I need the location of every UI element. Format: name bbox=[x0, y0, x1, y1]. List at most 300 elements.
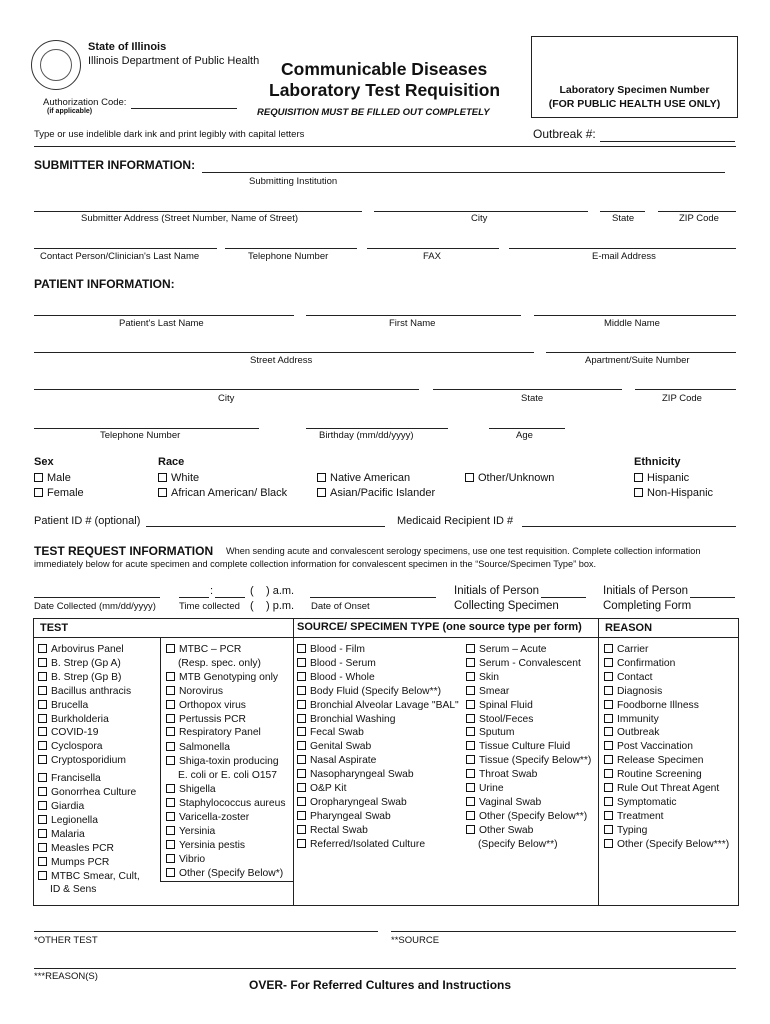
patient-first-name-field[interactable] bbox=[306, 315, 521, 316]
checkbox[interactable] bbox=[38, 829, 47, 838]
date-onset-field[interactable] bbox=[310, 597, 436, 598]
checkbox[interactable] bbox=[297, 727, 306, 736]
source1-item-label: Nasal Aspirate bbox=[310, 755, 377, 767]
other-source-field[interactable] bbox=[391, 931, 736, 932]
checkbox[interactable] bbox=[166, 784, 175, 793]
checkbox[interactable] bbox=[34, 488, 43, 497]
checkbox[interactable] bbox=[466, 797, 475, 806]
checkbox[interactable] bbox=[38, 787, 47, 796]
tests1-item[interactable] bbox=[38, 786, 140, 800]
reasons-item[interactable] bbox=[604, 685, 729, 699]
checkbox[interactable] bbox=[38, 658, 47, 667]
ethnicity-hispanic-option[interactable] bbox=[634, 472, 689, 484]
form-title-line2: Laboratory Test Requisition bbox=[269, 80, 501, 100]
department-name: Illinois Department of Public Health bbox=[88, 55, 260, 67]
checkbox[interactable] bbox=[465, 473, 474, 482]
tests2-item[interactable] bbox=[166, 811, 285, 825]
other-test-label: *OTHER TEST bbox=[34, 935, 98, 946]
checkbox[interactable] bbox=[297, 741, 306, 750]
state-name: State of Illinois bbox=[88, 41, 167, 53]
checkbox[interactable] bbox=[604, 686, 613, 695]
source-column-header: SOURCE/ SPECIMEN TYPE (one source type per form) bbox=[297, 621, 582, 633]
tests1-item[interactable] bbox=[38, 643, 140, 657]
patient-state-field[interactable] bbox=[433, 389, 622, 390]
checkbox[interactable] bbox=[604, 783, 613, 792]
checkbox[interactable] bbox=[166, 854, 175, 863]
checkbox[interactable] bbox=[604, 839, 613, 848]
ethnicity-hispanic-label: Hispanic bbox=[647, 472, 690, 484]
outbreak-field[interactable] bbox=[600, 141, 735, 142]
medicaid-id-field[interactable] bbox=[522, 526, 736, 527]
tests2-item[interactable] bbox=[166, 755, 285, 769]
table-divider-2 bbox=[598, 618, 599, 905]
checkbox[interactable] bbox=[166, 742, 175, 751]
submitter-phone-field[interactable] bbox=[225, 248, 357, 249]
reasons-item[interactable] bbox=[604, 657, 729, 671]
time-minute-field[interactable] bbox=[215, 597, 245, 598]
checkbox[interactable] bbox=[297, 644, 306, 653]
patient-state-label: State bbox=[521, 393, 544, 404]
source1-item-label: Bronchial Alveolar Lavage "BAL" bbox=[310, 699, 459, 711]
checkbox[interactable] bbox=[38, 686, 47, 695]
checkbox[interactable] bbox=[38, 644, 47, 653]
table-header-divider bbox=[33, 637, 738, 638]
tests1-item[interactable] bbox=[38, 870, 140, 884]
checkbox[interactable] bbox=[604, 700, 613, 709]
race-other-option[interactable] bbox=[465, 472, 554, 484]
checkbox[interactable] bbox=[466, 769, 475, 778]
reasons-item-label: Foodborne Illness bbox=[617, 699, 699, 711]
submitter-email-label: E-mail Address bbox=[592, 251, 656, 262]
checkbox[interactable] bbox=[466, 658, 475, 667]
submitter-city-label: City bbox=[471, 213, 488, 224]
checkbox[interactable] bbox=[38, 672, 47, 681]
reasons-item[interactable] bbox=[604, 643, 729, 657]
checkbox[interactable] bbox=[604, 741, 613, 750]
checkbox[interactable] bbox=[604, 644, 613, 653]
tests2-item[interactable] bbox=[166, 839, 285, 853]
lab-specimen-label: Laboratory Specimen Number bbox=[559, 84, 710, 96]
checkbox[interactable] bbox=[604, 727, 613, 736]
checkbox[interactable] bbox=[466, 672, 475, 681]
race-white-option[interactable] bbox=[158, 472, 199, 484]
reasons-item[interactable] bbox=[604, 796, 729, 810]
tests2-item-label: Norovirus bbox=[179, 685, 224, 697]
medicaid-id-label: Medicaid Recipient ID # bbox=[397, 515, 514, 527]
checkbox[interactable] bbox=[297, 769, 306, 778]
patient-city-field[interactable] bbox=[34, 389, 419, 390]
checkbox[interactable] bbox=[297, 783, 306, 792]
tests2-item[interactable] bbox=[166, 797, 285, 811]
patient-phone-field[interactable] bbox=[34, 428, 259, 429]
checkbox[interactable] bbox=[166, 756, 175, 765]
checkbox[interactable] bbox=[297, 714, 306, 723]
checkbox[interactable] bbox=[297, 797, 306, 806]
sex-male-label: Male bbox=[47, 472, 71, 484]
contact-person-label: Contact Person/Clinician's Last Name bbox=[40, 251, 200, 262]
checkbox[interactable] bbox=[166, 798, 175, 807]
checkbox[interactable] bbox=[34, 473, 43, 482]
checkbox[interactable] bbox=[297, 700, 306, 709]
checkbox[interactable] bbox=[38, 857, 47, 866]
tests2-item[interactable] bbox=[166, 853, 285, 867]
lab-specimen-number-box[interactable] bbox=[531, 36, 738, 118]
race-african-american-option[interactable] bbox=[158, 487, 287, 499]
patient-middle-name-field[interactable] bbox=[534, 315, 736, 316]
source1-item-label: Nasopharyngeal Swab bbox=[310, 769, 414, 781]
reasons-item-label: Carrier bbox=[617, 644, 649, 655]
reasons-item-label: Routine Screening bbox=[617, 769, 702, 781]
submitter-fax-label: FAX bbox=[423, 251, 441, 262]
reasons-item[interactable] bbox=[604, 838, 729, 852]
source1-item[interactable] bbox=[297, 713, 459, 727]
checkbox[interactable] bbox=[466, 714, 475, 723]
contact-person-field[interactable] bbox=[34, 248, 217, 249]
reasons-item-label: Post Vaccination bbox=[617, 741, 693, 753]
source1-item[interactable] bbox=[297, 810, 459, 824]
tests1-item-label: Legionella bbox=[51, 814, 98, 826]
tests2-item-label: Shiga-toxin producing bbox=[179, 756, 279, 768]
checkbox[interactable] bbox=[604, 755, 613, 764]
checkbox[interactable] bbox=[166, 812, 175, 821]
reasons-item[interactable] bbox=[604, 699, 729, 713]
source2-item-label: Tissue (Specify Below**) bbox=[479, 755, 592, 767]
source2-item[interactable] bbox=[466, 643, 591, 657]
tests2-item-label: Vibrio bbox=[179, 853, 206, 865]
source-column-1 bbox=[297, 643, 459, 852]
tests1-item[interactable] bbox=[38, 814, 140, 828]
tests1-item[interactable] bbox=[38, 842, 140, 856]
source1-item-label: Fecal Swab bbox=[310, 727, 364, 739]
patient-age-field[interactable] bbox=[489, 428, 565, 429]
tests1-item[interactable] bbox=[38, 772, 140, 786]
source1-item[interactable] bbox=[297, 699, 459, 713]
patient-street-field[interactable] bbox=[34, 352, 534, 353]
checkbox[interactable] bbox=[466, 783, 475, 792]
sex-female-option[interactable] bbox=[34, 487, 84, 499]
checkbox[interactable] bbox=[166, 727, 175, 736]
source2-item[interactable] bbox=[466, 699, 591, 713]
source1-item[interactable] bbox=[297, 782, 459, 796]
source1-item[interactable] bbox=[297, 740, 459, 754]
checkbox[interactable] bbox=[634, 473, 643, 482]
tests1-item[interactable] bbox=[38, 828, 140, 842]
patient-birthday-label: Birthday (mm/dd/yyyy) bbox=[319, 430, 414, 441]
checkbox[interactable] bbox=[38, 773, 47, 782]
patient-id-label: Patient ID # (optional) bbox=[34, 515, 141, 527]
checkbox[interactable] bbox=[297, 686, 306, 695]
tests1-item-label: Brucella bbox=[51, 699, 89, 711]
tests2-item-label: Other (Specify Below*) bbox=[179, 867, 284, 879]
tests1-item[interactable] bbox=[38, 740, 140, 754]
race-native-american-option[interactable] bbox=[317, 472, 410, 484]
tests1-item-label: Measles PCR bbox=[51, 842, 114, 854]
race-african-american-label: African American/ Black bbox=[171, 487, 288, 499]
tests1-item[interactable] bbox=[38, 856, 140, 870]
checkbox[interactable] bbox=[166, 714, 175, 723]
source1-item-label: Oropharyngeal Swab bbox=[310, 796, 407, 808]
requisition-notice: REQUISITION MUST BE FILLED OUT COMPLETELY bbox=[257, 107, 490, 118]
checkbox[interactable] bbox=[297, 755, 306, 764]
submitter-address-field[interactable] bbox=[34, 211, 362, 212]
reasons-item-label: Confirmation bbox=[617, 657, 676, 669]
ethnicity-nonhispanic-label: Non-Hispanic bbox=[647, 487, 714, 499]
patient-apt-field[interactable] bbox=[546, 352, 736, 353]
pm-paren: ( bbox=[250, 600, 254, 612]
patient-id-field[interactable] bbox=[146, 526, 385, 527]
tests2-item-label: Varicella-zoster bbox=[179, 811, 250, 823]
tests2-item[interactable] bbox=[166, 783, 285, 797]
checkbox[interactable] bbox=[166, 686, 175, 695]
tests1-item[interactable] bbox=[38, 754, 140, 768]
source2-item[interactable] bbox=[466, 768, 591, 782]
source1-item[interactable] bbox=[297, 768, 459, 782]
tests2-item[interactable] bbox=[166, 867, 285, 881]
checkbox[interactable] bbox=[38, 741, 47, 750]
source2-item[interactable] bbox=[466, 754, 591, 768]
reasons-item[interactable] bbox=[604, 824, 729, 838]
submitter-heading: SUBMITTER INFORMATION: bbox=[34, 158, 196, 172]
initials-collecting-field[interactable] bbox=[541, 597, 586, 598]
sex-heading: Sex bbox=[34, 456, 54, 468]
patient-heading: PATIENT INFORMATION: bbox=[34, 277, 175, 291]
test-request-heading: TEST REQUEST INFORMATION bbox=[34, 544, 214, 558]
patient-zip-field[interactable] bbox=[635, 389, 736, 390]
checkbox[interactable] bbox=[38, 801, 47, 810]
submitting-institution-field[interactable] bbox=[202, 172, 725, 173]
checkbox[interactable] bbox=[466, 727, 475, 736]
header-divider bbox=[34, 146, 736, 147]
tests1-item[interactable] bbox=[38, 671, 140, 685]
tests2-item[interactable] bbox=[166, 685, 285, 699]
source2-item-label: Stool/Feces bbox=[479, 713, 534, 725]
date-collected-field[interactable] bbox=[34, 597, 160, 598]
checkbox[interactable] bbox=[466, 644, 475, 653]
source1-item-label: Bronchial Washing bbox=[310, 713, 396, 725]
source1-item[interactable] bbox=[297, 685, 459, 699]
checkbox[interactable] bbox=[158, 488, 167, 497]
submitter-email-field[interactable] bbox=[509, 248, 736, 249]
tests1-item-label: ID & Sens bbox=[50, 884, 97, 896]
checkbox[interactable] bbox=[604, 825, 613, 834]
ethnicity-heading: Ethnicity bbox=[634, 456, 681, 468]
tests2-item[interactable] bbox=[166, 671, 285, 685]
checkbox[interactable] bbox=[297, 811, 306, 820]
reasons-item[interactable] bbox=[604, 810, 729, 824]
checkbox[interactable] bbox=[604, 811, 613, 820]
patient-first-name-label: First Name bbox=[389, 318, 436, 329]
submitter-fax-field[interactable] bbox=[367, 248, 499, 249]
tests1-item[interactable] bbox=[38, 713, 140, 727]
source1-item[interactable] bbox=[297, 726, 459, 740]
tests2-item-label: Shigella bbox=[179, 784, 216, 796]
source1-item[interactable] bbox=[297, 671, 459, 685]
tests2-item[interactable] bbox=[166, 741, 285, 755]
tests2-item[interactable] bbox=[166, 643, 285, 657]
tests1-item bbox=[38, 883, 140, 897]
checkbox[interactable] bbox=[317, 488, 326, 497]
patient-apt-label: Apartment/Suite Number bbox=[585, 355, 690, 366]
race-asian-option[interactable] bbox=[317, 487, 435, 499]
submitter-zip-label: ZIP Code bbox=[679, 213, 719, 224]
reasons-item-label: Typing bbox=[617, 824, 648, 836]
submitter-state-field[interactable] bbox=[600, 211, 645, 212]
checkbox[interactable] bbox=[634, 488, 643, 497]
initials-collecting-label2: Collecting Specimen bbox=[454, 600, 559, 612]
tests1-item[interactable] bbox=[38, 699, 140, 713]
other-test-field[interactable] bbox=[34, 931, 378, 932]
sex-male-option[interactable] bbox=[34, 472, 71, 484]
pm-option[interactable]: ) p.m. bbox=[266, 600, 295, 612]
submitter-address-label: Submitter Address (Street Number, Name of Street) bbox=[81, 213, 299, 224]
source1-item[interactable] bbox=[297, 754, 459, 768]
ethnicity-nonhispanic-option[interactable] bbox=[634, 487, 713, 499]
tests1-item-label: Gonorrhea Culture bbox=[51, 787, 137, 799]
tests1-item-label: COVID-19 bbox=[51, 727, 99, 739]
checkbox[interactable] bbox=[166, 644, 175, 653]
patient-city-label: City bbox=[218, 393, 235, 404]
checkbox[interactable] bbox=[466, 741, 475, 750]
source1-item[interactable] bbox=[297, 643, 459, 657]
source2-item[interactable] bbox=[466, 782, 591, 796]
checkbox[interactable] bbox=[166, 826, 175, 835]
source1-item[interactable] bbox=[297, 657, 459, 671]
checkbox[interactable] bbox=[466, 755, 475, 764]
source2-item-label: Vaginal Swab bbox=[479, 796, 542, 808]
checkbox[interactable] bbox=[317, 473, 326, 482]
reasons-item[interactable] bbox=[604, 740, 729, 754]
tests1-item-label: MTBC Smear, Cult, bbox=[51, 870, 140, 882]
checkbox[interactable] bbox=[604, 797, 613, 806]
source1-item-label: Blood - Serum bbox=[310, 657, 376, 669]
authorization-code-field[interactable] bbox=[131, 108, 237, 109]
source2-item[interactable] bbox=[466, 657, 591, 671]
source1-item[interactable] bbox=[297, 824, 459, 838]
submitting-institution-label: Submitting Institution bbox=[249, 176, 338, 187]
am-option[interactable]: ) a.m. bbox=[266, 585, 295, 597]
patient-street-label: Street Address bbox=[250, 355, 313, 366]
tests2-item-label: Salmonella bbox=[179, 742, 230, 754]
checkbox[interactable] bbox=[166, 672, 175, 681]
tests2-item[interactable] bbox=[166, 825, 285, 839]
checkbox[interactable] bbox=[466, 700, 475, 709]
public-health-use-label: (FOR PUBLIC HEALTH USE ONLY) bbox=[548, 98, 721, 110]
checkbox[interactable] bbox=[297, 672, 306, 681]
reasons-item[interactable] bbox=[604, 754, 729, 768]
tests1-item[interactable] bbox=[38, 726, 140, 740]
checkbox[interactable] bbox=[466, 686, 475, 695]
am-paren: ( bbox=[250, 585, 254, 597]
tests2-item[interactable] bbox=[166, 726, 285, 740]
tests2-item-label: Pertussis PCR bbox=[179, 713, 246, 725]
checkbox[interactable] bbox=[38, 843, 47, 852]
tests2-item[interactable] bbox=[166, 699, 285, 713]
patient-birthday-field[interactable] bbox=[306, 428, 448, 429]
reasons-item-label: Immunity bbox=[617, 713, 659, 725]
checkbox[interactable] bbox=[166, 700, 175, 709]
source2-item-label: Urine bbox=[479, 783, 504, 795]
reasons-field[interactable] bbox=[34, 968, 736, 969]
test-request-note-line2: immediately below for acute specimen and complete collection information for convalescent specimen in the “Source/Specimen Type” box. bbox=[34, 559, 597, 569]
reasons-item[interactable] bbox=[604, 726, 729, 740]
submitter-city-field[interactable] bbox=[374, 211, 588, 212]
checkbox[interactable] bbox=[38, 714, 47, 723]
submitter-zip-field[interactable] bbox=[658, 211, 736, 212]
time-hour-field[interactable] bbox=[179, 597, 209, 598]
other-source-label: **SOURCE bbox=[391, 935, 440, 946]
outbreak-label: Outbreak #: bbox=[533, 127, 596, 141]
checkbox[interactable] bbox=[166, 868, 175, 877]
reasons-item[interactable] bbox=[604, 782, 729, 796]
checkbox[interactable] bbox=[38, 755, 47, 764]
patient-zip-label: ZIP Code bbox=[662, 393, 702, 404]
tests1-item-label: Francisella bbox=[51, 773, 101, 785]
checkbox[interactable] bbox=[466, 811, 475, 820]
source2-item[interactable] bbox=[466, 740, 591, 754]
patient-phone-label: Telephone Number bbox=[100, 430, 181, 441]
checkbox[interactable] bbox=[38, 871, 47, 880]
checkbox[interactable] bbox=[38, 815, 47, 824]
initials-completing-field[interactable] bbox=[690, 597, 735, 598]
source2-item[interactable] bbox=[466, 685, 591, 699]
source2-item bbox=[466, 838, 591, 852]
tests1-item-label: Malaria bbox=[51, 828, 85, 840]
reasons-item[interactable] bbox=[604, 768, 729, 782]
checkbox[interactable] bbox=[604, 658, 613, 667]
source2-item[interactable] bbox=[466, 824, 591, 838]
source2-item-label: Sputum bbox=[479, 727, 515, 739]
reasons-item[interactable] bbox=[604, 713, 729, 727]
source2-item[interactable] bbox=[466, 810, 591, 824]
checkbox[interactable] bbox=[604, 672, 613, 681]
source2-item-label: Serum - Convalescent bbox=[479, 657, 581, 669]
source2-item[interactable] bbox=[466, 671, 591, 685]
source1-item-label: Rectal Swab bbox=[310, 824, 368, 836]
checkbox[interactable] bbox=[38, 727, 47, 736]
checkbox[interactable] bbox=[297, 839, 306, 848]
checkbox[interactable] bbox=[466, 825, 475, 834]
tests2-item-label: Respiratory Panel bbox=[179, 727, 261, 739]
tests2-item-label: MTB Genotyping only bbox=[179, 671, 279, 683]
patient-middle-name-label: Middle Name bbox=[604, 318, 660, 329]
tests1-item[interactable] bbox=[38, 657, 140, 671]
checkbox[interactable] bbox=[297, 658, 306, 667]
tests-column-1 bbox=[38, 643, 140, 897]
reasons-item[interactable] bbox=[604, 671, 729, 685]
source2-item[interactable] bbox=[466, 796, 591, 810]
checkbox[interactable] bbox=[604, 769, 613, 778]
patient-last-name-field[interactable] bbox=[34, 315, 294, 316]
source2-item[interactable] bbox=[466, 726, 591, 740]
checkbox[interactable] bbox=[158, 473, 167, 482]
source1-item[interactable] bbox=[297, 796, 459, 810]
checkbox[interactable] bbox=[604, 714, 613, 723]
tests2-item-label: MTBC – PCR bbox=[179, 644, 242, 655]
tests1-item[interactable] bbox=[38, 800, 140, 814]
reasons-label: ***REASON(S) bbox=[34, 971, 98, 982]
table-divider-test bbox=[160, 638, 161, 881]
reasons-item-label: Symptomatic bbox=[617, 796, 677, 808]
tests2-item[interactable] bbox=[166, 713, 285, 727]
tests1-item-label: Giardia bbox=[51, 800, 85, 812]
checkbox[interactable] bbox=[38, 700, 47, 709]
checkbox[interactable] bbox=[297, 825, 306, 834]
source1-item[interactable] bbox=[297, 838, 459, 852]
race-native-american-label: Native American bbox=[330, 472, 411, 484]
tests1-item[interactable] bbox=[38, 685, 140, 699]
source2-item[interactable] bbox=[466, 713, 591, 727]
checkbox[interactable] bbox=[166, 840, 175, 849]
